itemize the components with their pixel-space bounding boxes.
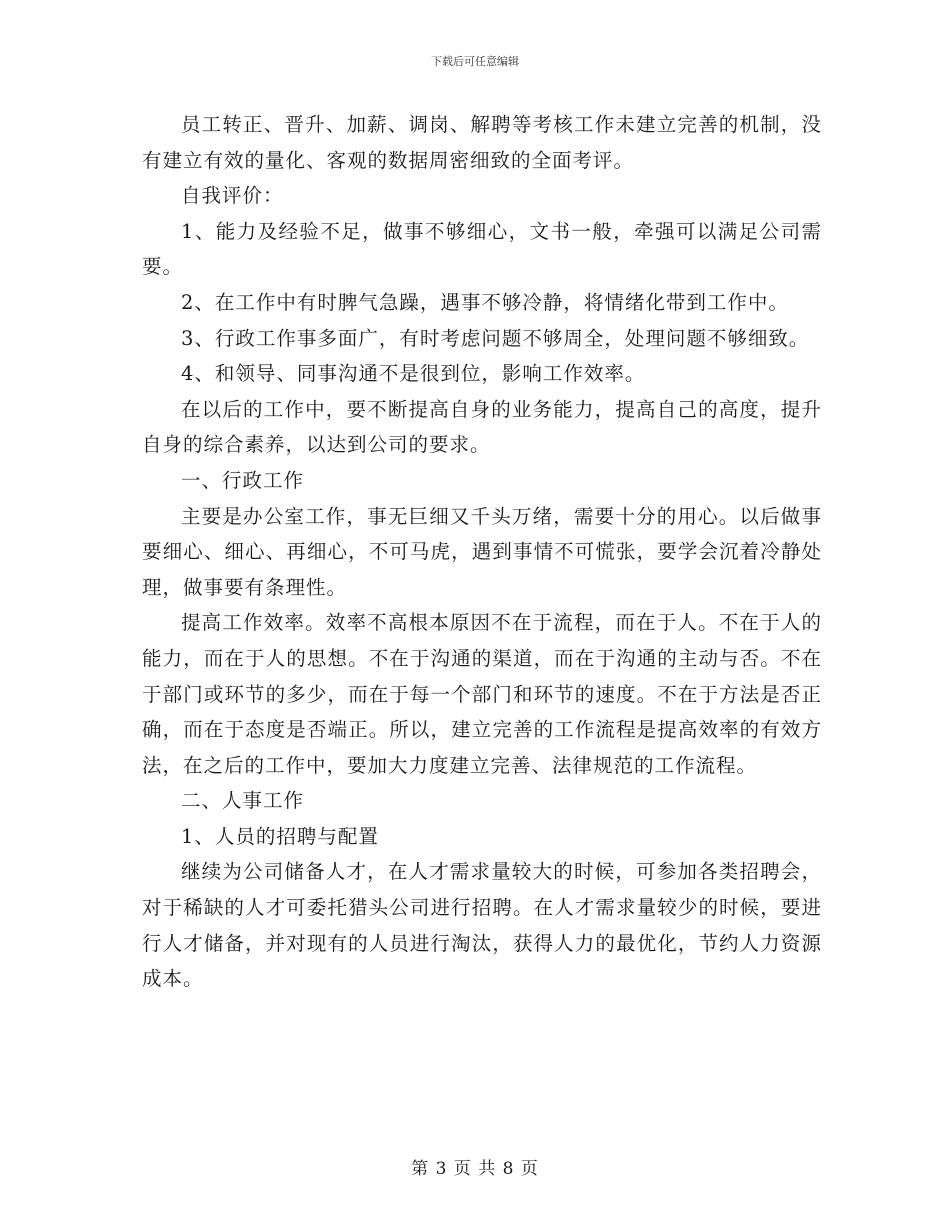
page-footer: 第 3 页 共 8 页 [411,1159,539,1179]
paragraph-item-1: 1、能力及经验不足，做事不够细心，文书一般，牵强可以满足公司需要。 [142,219,822,279]
paragraph-future-work: 在以后的工作中，要不断提高自身的业务能力，提高自己的高度，提升自身的综合素养，以达到公司的要求。 [142,397,822,457]
document-body [142,107,822,997]
page-header: 下载后可任意编辑 [431,55,519,68]
section-heading-hr: 二、人事工作 [181,789,305,813]
paragraph-self-evaluation-heading: 自我评价： [181,184,284,208]
section-heading-admin: 一、行政工作 [181,468,305,492]
paragraph-efficiency: 提高工作效率。效率不高根本原因不在于流程，而在于人。不在于人的能力，而在于人的思想。不在于沟通的渠道，而在于沟通的主动与否。不在于部门或环节的多少，而在于每一个部门和环节的速度。不在于方法是否正确，而在于态度是否端正。所以，建立完善的工作流程是提高效率的有效方法，在之后的工作中，要加大力度建立完善、法律规范的工作流程。 [142,611,822,777]
paragraph-appraisal-mechanism: 员工转正、晋升、加薪、调岗、解聘等考核工作未建立完善的机制，没有建立有效的量化、客观的数据周密细致的全面考评。 [142,113,822,172]
subsection-heading-recruitment: 1、人员的招聘与配置 [181,824,379,848]
paragraph-item-4: 4、和领导、同事沟通不是很到位，影响工作效率。 [181,362,646,386]
paragraph-item-2: 2、在工作中有时脾气急躁，遇事不够冷静，将情绪化带到工作中。 [181,290,789,314]
paragraph-office-work: 主要是办公室工作，事无巨细又千头万绪，需要十分的用心。以后做事要细心、细心、再细心，不可马虎，遇到事情不可慌张，要学会沉着冷静处理，做事要有条理性。 [142,504,822,599]
paragraph-recruitment: 继续为公司储备人才，在人才需求量较大的时候，可参加各类招聘会，对于稀缺的人才可委托猎头公司进行招聘。在人才需求量较少的时候，要进行人才储备，并对现有的人员进行淘汰，获得人力的最优化，节约人力资源成本。 [142,860,822,991]
paragraph-item-3: 3、行政工作事多面广，有时考虑问题不够周全，处理问题不够细致。 [181,326,810,350]
